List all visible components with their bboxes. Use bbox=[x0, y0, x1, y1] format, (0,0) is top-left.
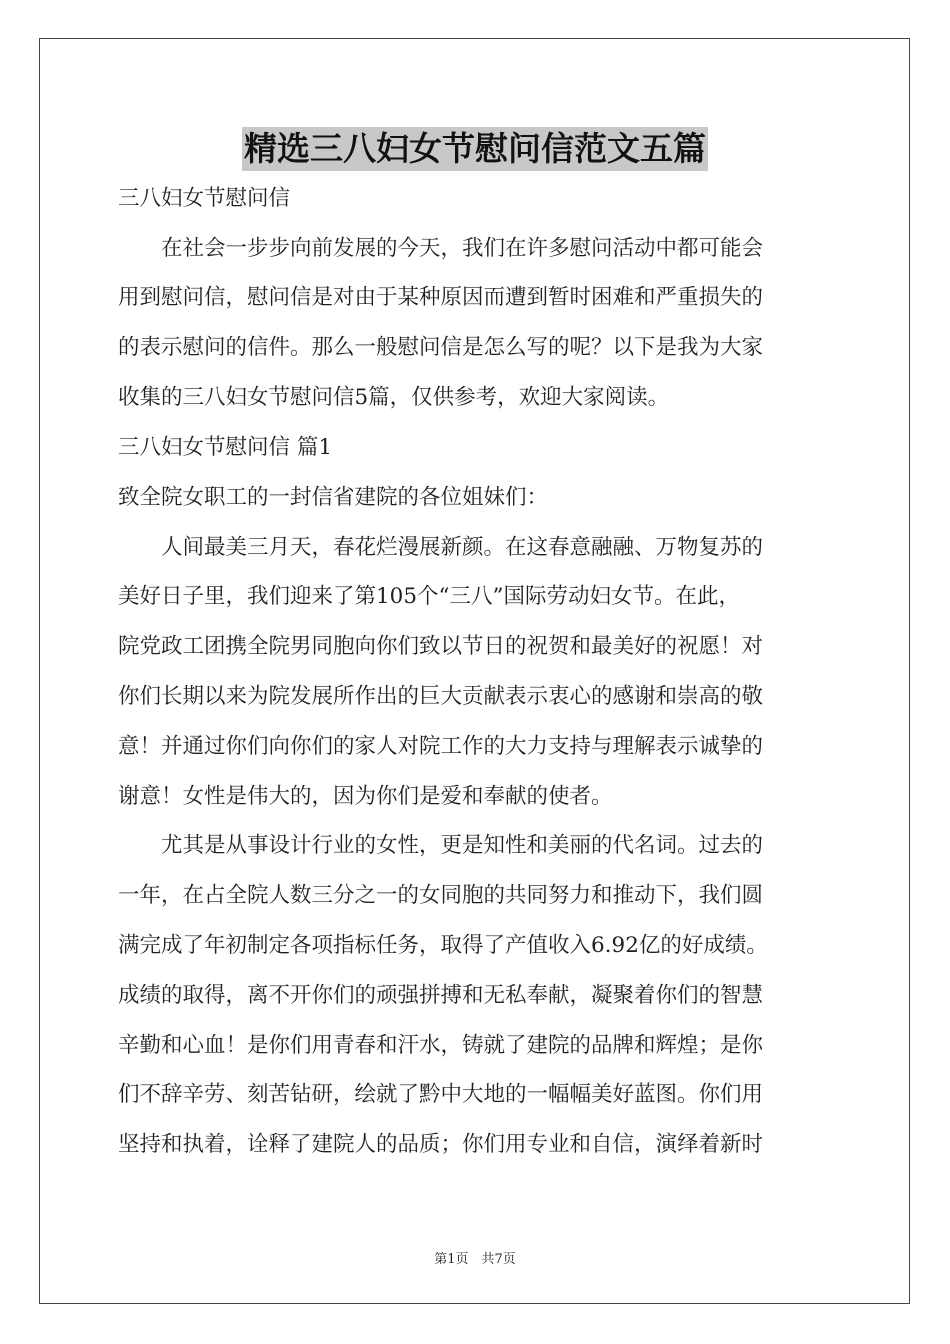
text-line: 致全院女职工的一封信省建院的各位姐妹们： bbox=[118, 485, 549, 510]
text-line: 美好日子里，我们迎来了第105个“三八”国际劳动妇女节。在此， bbox=[118, 584, 741, 609]
page-footer: 第1页 共7页 bbox=[434, 1252, 516, 1267]
page-border bbox=[39, 38, 910, 1304]
text-line: 辛勤和心血！是你们用青春和汗水，铸就了建院的品牌和辉煌；是你 bbox=[118, 1033, 764, 1058]
text-line: 三八妇女节慰问信 篇1 bbox=[118, 435, 333, 460]
text-line: 坚持和执着，诠释了建院人的品质；你们用专业和自信，演绎着新时 bbox=[118, 1132, 764, 1157]
document-title: 精选三八妇女节慰问信范文五篇 bbox=[242, 127, 708, 171]
title-container bbox=[0, 127, 950, 171]
text-line: 人间最美三月天，春花烂漫展新颜。在这春意融融、万物复苏的 bbox=[118, 535, 764, 560]
text-line: 收集的三八妇女节慰问信5篇，仅供参考，欢迎大家阅读。 bbox=[118, 385, 670, 410]
text-line: 意！并通过你们向你们的家人对院工作的大力支持与理解表示诚挚的 bbox=[118, 734, 764, 759]
text-line: 的表示慰问的信件。那么一般慰问信是怎么写的呢？以下是我为大家 bbox=[118, 335, 764, 360]
text-line: 谢意！女性是伟大的，因为你们是爱和奉献的使者。 bbox=[118, 784, 613, 809]
text-line: 一年，在占全院人数三分之一的女同胞的共同努力和推动下，我们圆 bbox=[118, 883, 764, 908]
text-line: 满完成了年初制定各项指标任务，取得了产值收入6.92亿的好成绩。 bbox=[118, 933, 768, 958]
text-line: 们不辞辛劳、刻苦钻研，绘就了黔中大地的一幅幅美好蓝图。你们用 bbox=[118, 1082, 764, 1107]
text-line: 三八妇女节慰问信 bbox=[118, 186, 291, 211]
text-line: 尤其是从事设计行业的女性，更是知性和美丽的代名词。过去的 bbox=[118, 833, 764, 858]
text-line: 用到慰问信，慰问信是对由于某种原因而遭到暂时困难和严重损失的 bbox=[118, 285, 764, 310]
text-line: 院党政工团携全院男同胞向你们致以节日的祝贺和最美好的祝愿！对 bbox=[118, 634, 764, 659]
text-line: 你们长期以来为院发展所作出的巨大贡献表示衷心的感谢和崇高的敬 bbox=[118, 684, 764, 709]
text-line: 成绩的取得，离不开你们的顽强拼搏和无私奉献，凝聚着你们的智慧 bbox=[118, 983, 764, 1008]
text-line: 在社会一步步向前发展的今天，我们在许多慰问活动中都可能会 bbox=[118, 236, 764, 261]
